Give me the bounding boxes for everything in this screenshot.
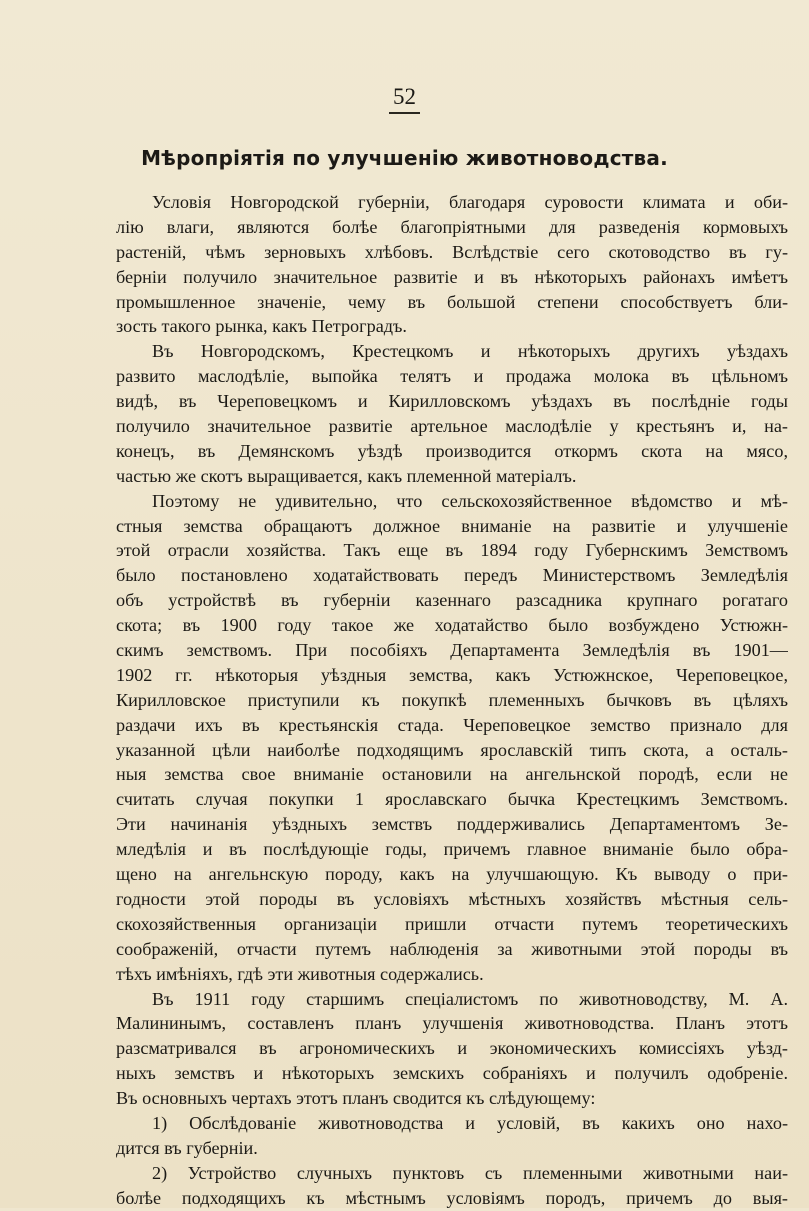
text-line: лію влаги, являются болѣе благопріятными для разведенія кормовыхъ	[116, 216, 788, 237]
text-line: считать случая покупки 1 ярославскаго бычка Крестецкимъ Земствомъ.	[116, 789, 788, 810]
text-line: раздачи ихъ въ крестьянскія стада. Череповецкое земство признало для	[116, 714, 788, 735]
text-line: годности этой породы въ условіяхъ мѣстныхъ хозяйствъ мѣстныя сель-	[116, 888, 788, 909]
text-line: конецъ, въ Демянскомъ уѣздѣ производится откормъ скота на мясо,	[116, 440, 788, 461]
text-line: Кирилловское приступили къ покупкѣ племенныхъ бычковъ въ цѣляхъ	[116, 689, 788, 710]
body-text	[116, 190, 788, 1211]
text-line: дится въ губерніи.	[116, 1137, 258, 1158]
text-line: Въ Новгородскомъ, Крестецкомъ и нѣкоторыхъ другихъ уѣздахъ	[152, 341, 788, 362]
text-line: соображеній, отчасти путемъ наблюденія за животными этой породы въ	[116, 938, 788, 959]
text-line: берніи получило значительное развитіе и въ нѣкоторыхъ районахъ имѣетъ	[116, 266, 788, 287]
text-line: разсматривался въ агрономическихъ и экономическихъ комиссіяхъ уѣзд-	[116, 1038, 788, 1059]
text-line: 1902 гг. нѣкоторыя уѣздныя земства, какъ Устюжнское, Череповецкое,	[116, 664, 788, 685]
text-line: скохозяйственныя организаціи пришли отчасти путемъ теоретическихъ	[116, 913, 788, 934]
text-line: растеній, чѣмъ зерновыхъ хлѣбовъ. Вслѣдствіе сего скотоводство въ гу-	[116, 241, 788, 262]
text-line: стныя земства обращаютъ должное вниманіе на развитіе и улучшеніе	[116, 515, 788, 536]
text-line: болѣе подходящихъ къ мѣстнымъ условіямъ породъ, причемъ до выя-	[116, 1187, 788, 1208]
text-line: было постановлено ходатайствовать передъ Министерствомъ Земледѣлія	[116, 565, 788, 586]
text-line: развито маслодѣліе, выпойка телятъ и продажа молока въ цѣльномъ	[116, 366, 788, 387]
text-line: этой отрасли хозяйства. Такъ еще въ 1894 году Губернскимъ Земствомъ	[116, 540, 788, 561]
text-line: Въ основныхъ чертахъ этотъ планъ сводится къ слѣдующему:	[116, 1088, 596, 1109]
text-line: указанной цѣли наиболѣе подходящимъ ярославскій типъ скота, а осталь-	[116, 739, 788, 760]
section-heading: Мѣропріятія по улучшенію животноводства.	[141, 146, 668, 170]
text-line: зость такого рынка, какъ Петроградъ.	[116, 316, 407, 337]
text-line: ныя земства свое вниманіе остановили на ангельнской породѣ, если не	[116, 764, 788, 785]
text-line: промышленное значеніе, чему въ большой степени способствуетъ бли-	[116, 291, 788, 312]
text-line: скота; въ 1900 году такое же ходатайство было возбуждено Устюжн-	[116, 615, 788, 636]
text-line: 1) Обслѣдованіе животноводства и условій, въ какихъ оно нахо-	[152, 1112, 788, 1133]
text-line: ныхъ земствъ и нѣкоторыхъ земскихъ собраніяхъ и получилъ одобреніе.	[116, 1063, 788, 1084]
text-line: 2) Устройство случныхъ пунктовъ съ племенными животными наи-	[152, 1162, 788, 1183]
text-line: тѣхъ имѣніяхъ, гдѣ эти животныя содержались.	[116, 963, 484, 984]
text-line: Малининымъ, составленъ планъ улучшенія животноводства. Планъ этотъ	[116, 1013, 788, 1034]
text-line: мледѣлія и въ послѣдующіе годы, причемъ главное вниманіе было обра-	[116, 839, 788, 860]
text-line: видѣ, въ Череповецкомъ и Кирилловскомъ уѣздахъ въ послѣдніе годы	[116, 391, 788, 412]
text-line: Эти начинанія уѣздныхъ земствъ поддерживались Департаментомъ Зе-	[116, 814, 788, 835]
text-line: скимъ земствомъ. При пособіяхъ Департамента Земледѣлія въ 1901—	[116, 640, 788, 661]
text-line: получило значительное развитіе артельное маслодѣліе у крестьянъ и, на-	[116, 416, 788, 437]
text-line: Въ 1911 году старшимъ спеціалистомъ по животноводству, М. А.	[152, 988, 788, 1009]
text-line: Условія Новгородской губерніи, благодаря суровости климата и оби-	[152, 192, 788, 212]
text-line: объ устройствѣ въ губерніи казеннаго разсадника крупнаго рогатаго	[116, 590, 788, 611]
text-line: Поэтому не удивительно, что сельскохозяйственное вѣдомство и мѣ-	[152, 490, 788, 511]
text-line: частью же скотъ выращивается, какъ племенной матеріалъ.	[116, 465, 577, 486]
text-line: щено на ангельнскую породу, какъ на улучшающую. Къ выводу о при-	[116, 864, 788, 885]
page-number-text: 52	[389, 84, 420, 114]
page-number	[0, 84, 809, 114]
